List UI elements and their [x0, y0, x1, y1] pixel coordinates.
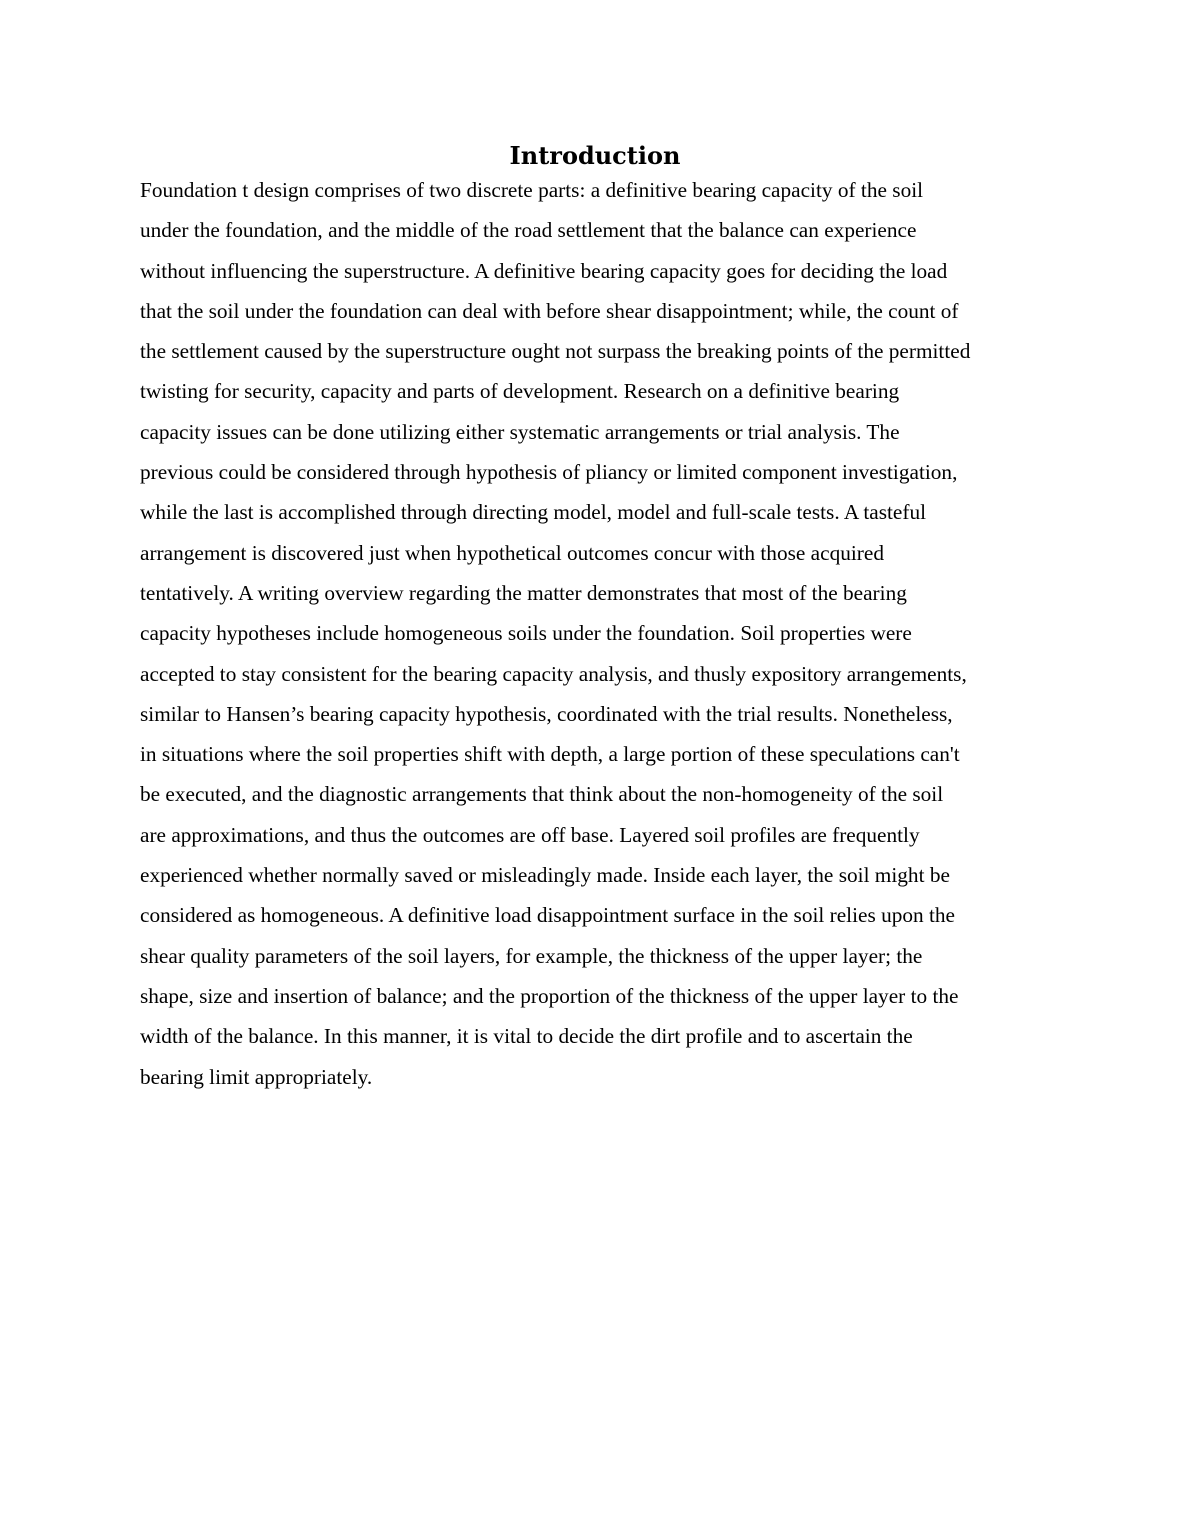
paragraph-line: while the last is accomplished through directing model, model and full-scale tests. A tasteful: [140, 500, 927, 525]
paragraph-line: twisting for security, capacity and parts of development. Research on a definitive bearing: [140, 379, 900, 404]
paragraph-line: accepted to stay consistent for the bearing capacity analysis, and thusly expository arrangements,: [140, 661, 967, 686]
paragraph-line: considered as homogeneous. A definitive load disappointment surface in the soil relies upon the: [140, 903, 956, 928]
paragraph-line: width of the balance. In this manner, it is vital to decide the dirt profile and to ascertain the: [140, 1024, 913, 1049]
paragraph-line: previous could be considered through hypothesis of pliancy or limited component investigation,: [140, 460, 958, 485]
paragraph-line: without influencing the superstructure. A definitive bearing capacity goes for deciding the load: [140, 258, 948, 283]
paragraph-line: experienced whether normally saved or misleadingly made. Inside each layer, the soil might be: [140, 863, 950, 888]
paragraph-line: in situations where the soil properties shift with depth, a large portion of these speculations can't: [140, 742, 960, 767]
paragraph-line: arrangement is discovered just when hypothetical outcomes concur with those acquired: [140, 540, 884, 565]
paragraph-line: the settlement caused by the superstructure ought not surpass the breaking points of the permitted: [140, 339, 971, 364]
paragraph-line: are approximations, and thus the outcomes are off base. Layered soil profiles are frequently: [140, 822, 920, 847]
paragraph-line: shear quality parameters of the soil layers, for example, the thickness of the upper layer; the: [140, 943, 923, 968]
paragraph-line: Foundation t design comprises of two discrete parts: a definitive bearing capacity of the soil: [140, 178, 924, 202]
paragraph-line: be executed, and the diagnostic arrangements that think about the non-homogeneity of the soil: [140, 782, 944, 807]
paragraph-line: capacity issues can be done utilizing either systematic arrangements or trial analysis. The: [140, 419, 900, 444]
paragraph-line: shape, size and insertion of balance; and the proportion of the thickness of the upper layer to the: [140, 983, 959, 1008]
paragraph-line: that the soil under the foundation can deal with before shear disappointment; while, the count of: [140, 298, 959, 323]
paragraph-line: bearing limit appropriately.: [140, 1064, 373, 1089]
paragraph-line: tentatively. A writing overview regarding the matter demonstrates that most of the bearing: [140, 580, 907, 605]
paragraph-line: capacity hypotheses include homogeneous soils under the foundation. Soil properties were: [140, 621, 912, 646]
page-title: Introduction: [509, 141, 681, 170]
body-paragraph: [140, 170, 1060, 1097]
paragraph-line: similar to Hansen’s bearing capacity hypothesis, coordinated with the trial results. Nonetheless,: [140, 701, 953, 726]
paragraph-line: under the foundation, and the middle of the road settlement that the balance can experience: [140, 218, 917, 243]
